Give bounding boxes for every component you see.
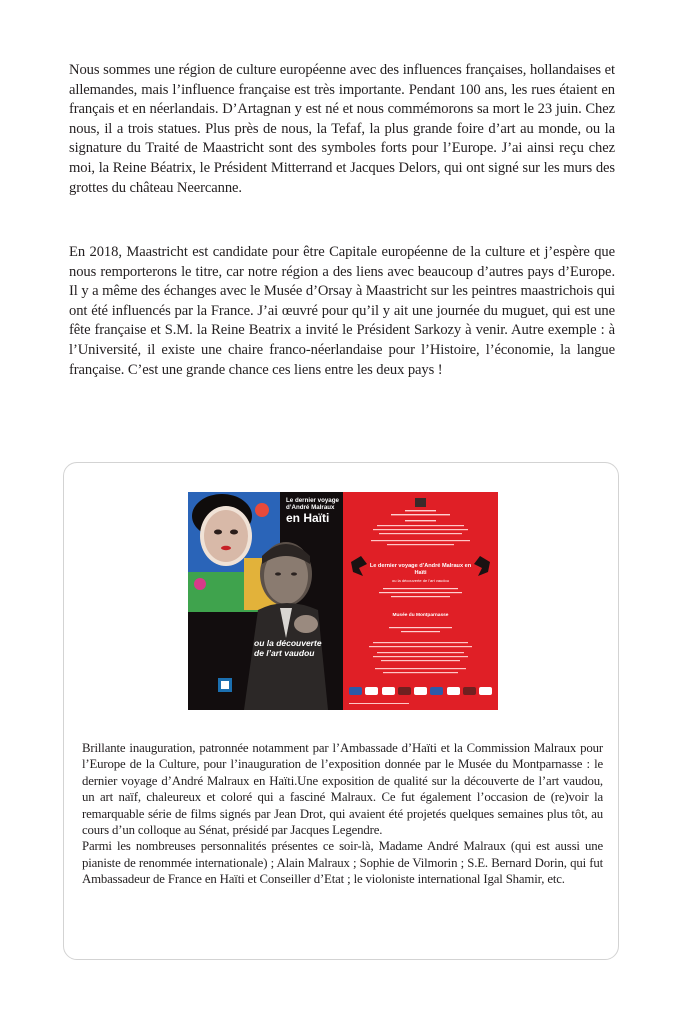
sponsor-logo-icon (479, 687, 492, 695)
sponsor-logo-icon (398, 687, 411, 695)
poster-caption (82, 740, 603, 888)
poster-photo-panel (188, 492, 343, 710)
invitation-title-line-1: Le dernier voyage d’André Malraux en Haïti (369, 563, 472, 576)
body-paragraph-2: En 2018, Maastricht est candidate pour être Capitale européenne de la culture et j’espère que nous remporterons le titre, car notre région a des liens avec beaucoup d’autres pays d’Europe. Il y a même des échanges avec le Musée d’Orsay à Maastricht sur les peintres maastrichois qui ont été influencés par la France. J’ai œuvré pour qu’il y ait une journée du muguet, qui est une fête française et S.M. la Reine Beatrix a invité le Président Sarkozy à venir. Autre exemple : à l’Université, il existe une chaire franco-néerlandaise pour l’Histoire, l’économie, la langue française. C’est une grande chance ces liens entre les deux pays ! (69, 244, 615, 378)
poster-title-line-3: en Haïti (286, 511, 330, 525)
body-paragraph-1: Nous sommes une région de culture européenne avec des influences françaises, hollandaises et allemandes, mais l’influence française est très importante. Pendant 100 ans, les rues étaient en français et en néerlandais. D’Artagnan y est né et nous commémorons sa mort le 23 juin. Chez nous, il a trois statues. Plus près de nous, la Tefaf, la plus grande foire d’art au monde, ou la signature du Traité de Maastricht sont des symboles forts pour l’Europe. J’ai ainsi reçu chez moi, la Reine Béatrix, le Président Mitterrand et Jacques Delors, qui ont signé sur les murs des grottes du château Neercanne. (69, 62, 615, 196)
poster-subtitle-line-1: ou la découverte (254, 638, 322, 648)
caption-paragraph-1: Brillante inauguration, patronnée notamment par l’Ambassade d’Haïti et la Commission Malraux pour l’Europe de la Culture, pour l’inauguration de l’exposition donnée par le Musée du Montparnasse : le dernier voyage d’André Malraux en Haïti.Une exposition de qualité sur la découverte de l’art vaudou, un art naïf, chaleureux et coloré qui a fasciné Malraux. Ce fut également l’occasion de (re)voir la remarquable série de films signés par Jean Drot, qui avaient été projetés quelques semaines plus tôt, au cours d’un colloque au Sénat, présidé par Jacques Legendre. (82, 741, 603, 838)
invitation-museum-name: Musée du Montparnasse (392, 613, 449, 618)
sponsor-logos (349, 684, 492, 698)
sponsor-logo-icon (382, 687, 395, 695)
poster-subtitle (254, 638, 322, 658)
invitation-venue (363, 613, 478, 618)
sponsor-logo-icon (365, 687, 378, 695)
poster-subtitle-line-2: de l’art vaudou (254, 648, 315, 658)
invitation-title (363, 563, 478, 584)
sponsor-logo-icon (349, 687, 362, 695)
exhibition-poster-image (188, 492, 498, 710)
poster-title-line-2: d’André Malraux (286, 503, 335, 511)
invitation-title-line-2: ou la découverte de l’art vaudou (392, 578, 449, 583)
poster-invitation-panel (343, 492, 498, 710)
sponsor-logo-icon (463, 687, 476, 695)
poster-invitation-decor (343, 492, 498, 710)
sponsor-logo-icon (447, 687, 460, 695)
sponsor-logo-icon (430, 687, 443, 695)
sponsor-logo-icon (414, 687, 427, 695)
poster-title (286, 498, 342, 525)
poster-title-line-1: Le dernier voyage (286, 497, 339, 504)
caption-paragraph-2: Parmi les nombreuses personnalités présentes ce soir-là, Madame André Malraux (qui est aussi une pianiste de renommée internationale) ; Alain Malraux ; Sophie de Vilmorin ; S.E. Bernard Dorin, qui fut Ambassadeur de France en Haïti et Conseiller d’Etat ; le violoniste international Igal Shamir, etc. (82, 839, 603, 887)
